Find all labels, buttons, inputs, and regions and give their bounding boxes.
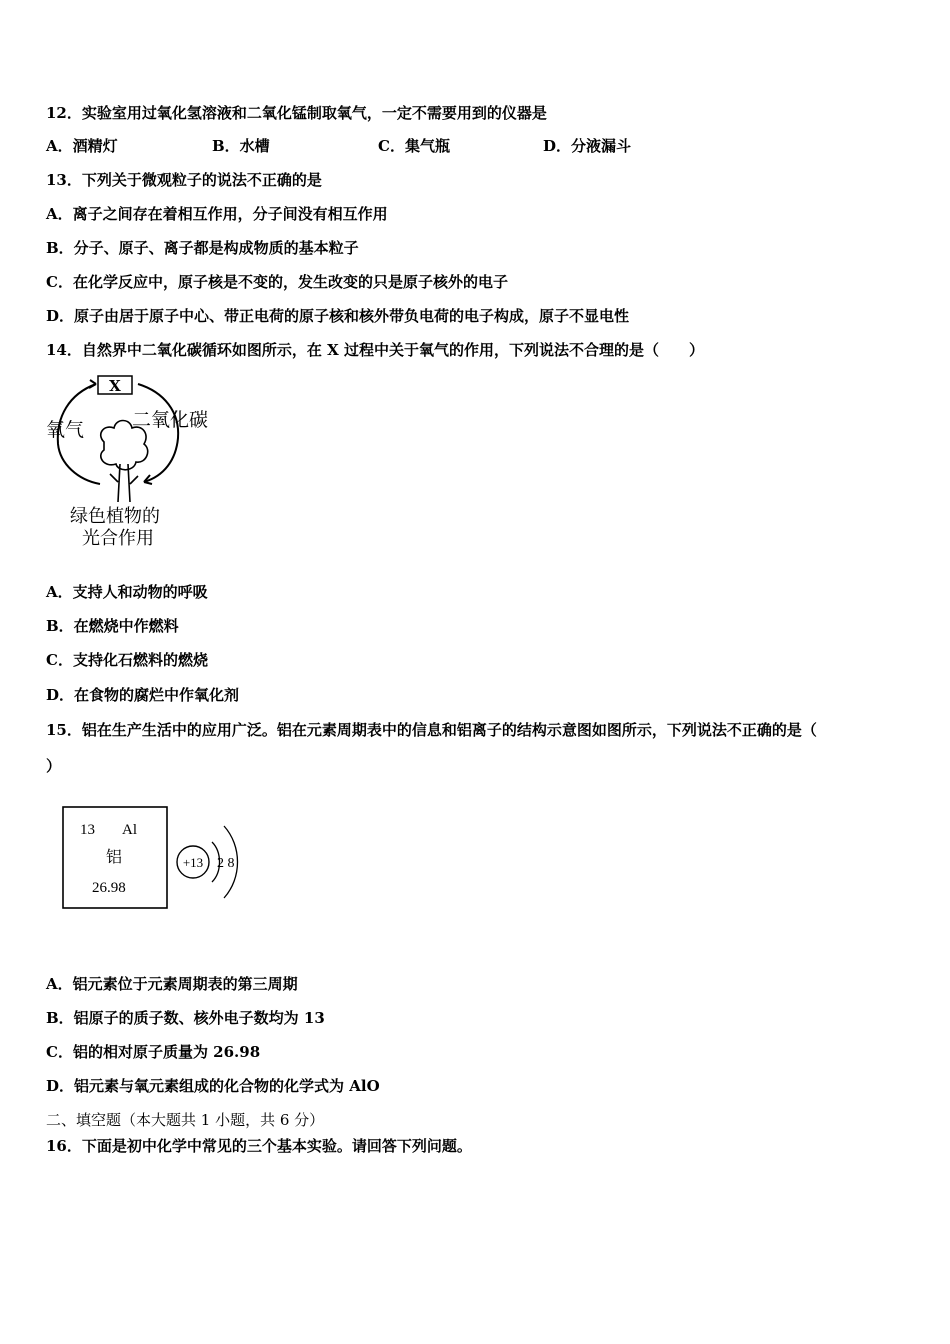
- cycle-arrow-right: [138, 384, 178, 482]
- x-process-label: X: [109, 377, 121, 395]
- q16-stem: 16．下面是初中化学中常见的三个基本实验。请回答下列问题。: [46, 1137, 472, 1155]
- q14-option-d: D．在食物的腐烂中作氧化剂: [46, 686, 240, 704]
- q13-option-d: D．原子由居于原子中心、带正电荷的原子核和核外带负电荷的电子构成，原子不显电性: [46, 307, 630, 325]
- q12-option-b: B．水槽: [212, 137, 270, 155]
- arrow-head-left: [89, 380, 96, 388]
- q14-option-b: B．在燃烧中作燃料: [46, 617, 179, 635]
- section-title: 二、填空题（本大题共 1 小题，共 6 分）: [46, 1111, 325, 1129]
- carbon-cycle-figure: [44, 372, 224, 552]
- element-symbol: Al: [122, 822, 137, 838]
- q15-stem-line-2: ）: [46, 757, 62, 775]
- caption-line-1: 绿色植物的: [70, 506, 160, 527]
- tree-icon: [101, 421, 148, 503]
- q15-option-a: A．铝元素位于元素周期表的第三周期: [46, 975, 298, 993]
- q13-option-c: C．在化学反应中，原子核是不变的，发生改变的只是原子核外的电子: [46, 273, 508, 291]
- q14-stem: 14．自然界中二氧化碳循环如图所示，在 X 过程中关于氧气的作用，下列说法不合理的是（ ）: [46, 341, 704, 359]
- q13-option-b: B．分子、原子、离子都是构成物质的基本粒子: [46, 239, 359, 257]
- q13-stem: 13．下列关于微观粒子的说法不正确的是: [46, 171, 322, 189]
- q12-stem: 12．实验室用过氧化氢溶液和二氧化锰制取氧气，一定不需要用到的仪器是: [46, 104, 547, 122]
- atomic-number: 13: [80, 822, 95, 838]
- q15-option-c: C．铝的相对原子质量为 26.98: [46, 1043, 261, 1061]
- aluminum-figure: [62, 806, 252, 911]
- carbon-dioxide-label: 二氧化碳: [132, 409, 209, 431]
- q12-option-d: D．分液漏斗: [543, 137, 632, 155]
- oxygen-label: 氧气: [46, 419, 85, 441]
- q15-option-d: D．铝元素与氧元素组成的化合物的化学式为 AlO: [46, 1077, 380, 1095]
- caption-line-2: 光合作用: [82, 528, 154, 549]
- q15-option-b: B．铝原子的质子数、核外电子数均为 13: [46, 1009, 325, 1027]
- q15-stem-line-1: 15．铝在生产生活中的应用广泛。铝在元素周期表中的信息和铝离子的结构示意图如图所示，下列说法不正确的是（: [46, 721, 817, 739]
- q12-option-a: A．酒精灯: [46, 137, 118, 155]
- atomic-mass: 26.98: [92, 880, 126, 896]
- element-name: 铝: [106, 847, 123, 866]
- q14-option-c: C．支持化石燃料的燃烧: [46, 651, 208, 669]
- q14-option-a: A．支持人和动物的呼吸: [46, 583, 208, 601]
- q12-option-c: C．集气瓶: [378, 137, 450, 155]
- shell-electron-counts: 2 8: [217, 856, 235, 871]
- nucleus-charge: +13: [182, 855, 204, 870]
- q13-option-a: A．离子之间存在着相互作用，分子间没有相互作用: [46, 205, 388, 223]
